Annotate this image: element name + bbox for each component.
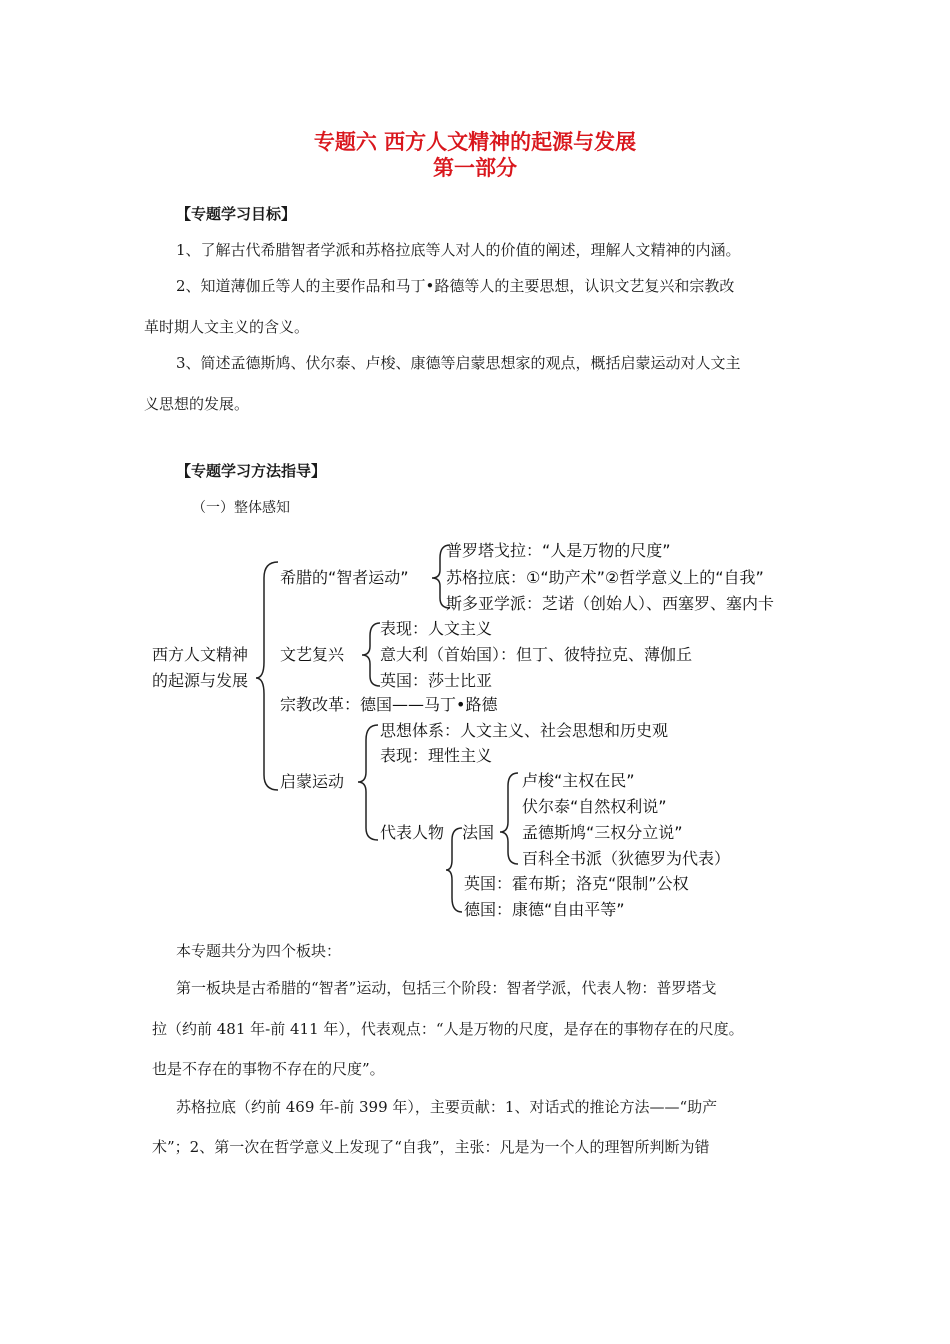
body-line: 拉（约前 481 年-前 411 年），代表观点：“人是万物的尺度，是存在的事物存在的尺度。 [152,1020,744,1038]
france-item: 孟德斯鸠“三权分立说” [522,823,683,842]
goal-line: 2、知道薄伽丘等人的主要作品和马丁•路德等人的主要思想，认识文艺复兴和宗教改 [176,277,735,295]
root-brace [256,562,278,790]
england-item: 英国：霍布斯；洛克“限制”公权 [464,874,689,893]
enlightenment-label: 启蒙运动 [280,772,345,791]
enlightenment-item: 思想体系：人文主义、社会思想和历史观 [380,721,669,740]
figures-label: 代表人物 [380,823,445,842]
greece-item: 普罗塔戈拉：“人是万物的尺度” [446,541,671,560]
figures-brace [446,828,462,912]
goals-heading: 【专题学习目标】 [176,205,297,223]
goal-line: 3、简述孟德斯鸠、伏尔泰、卢梭、康德等启蒙思想家的观点，概括启蒙运动对人文主 [176,354,741,372]
enlightenment-brace [358,725,378,840]
diagram-root-line: 西方人文精神 [152,645,249,664]
diagram-root-line: 的起源与发展 [152,671,249,690]
reformation-label: 宗教改革：德国——马丁•路德 [280,695,498,714]
goal-line: 义思想的发展。 [144,395,250,413]
page-subtitle: 第一部分 [433,156,517,180]
renaissance-item: 英国：莎士比亚 [380,671,493,690]
body-line: 苏格拉底（约前 469 年-前 399 年），主要贡献：1、对话式的推论方法——“助产 [176,1098,718,1116]
methods-heading: 【专题学习方法指导】 [176,462,327,480]
germany-item: 德国：康德“自由平等” [464,900,625,919]
enlightenment-item: 表现：理性主义 [380,746,493,765]
renaissance-brace [362,623,380,686]
body-line: 第一板块是古希腊的“智者”运动，包括三个阶段：智者学派，代表人物：普罗塔戈 [176,979,717,997]
greece-label: 希腊的“智者运动” [280,568,409,587]
body-line: 术”；2、第一次在哲学意义上发现了“自我”，主张：凡是为一个人的理智所判断为错 [152,1138,710,1156]
france-item: 卢梭“主权在民” [522,771,635,790]
page-title: 专题六 西方人文精神的起源与发展 [313,130,637,154]
goal-line: 革时期人文主义的含义。 [144,318,310,336]
france-brace [500,773,518,864]
renaissance-item: 意大利（首始国）：但丁、彼特拉克、薄伽丘 [380,645,693,664]
goal-line: 1、了解古代希腊智者学派和苏格拉底等人对人的价值的阐述，理解人文精神的内涵。 [176,241,741,259]
france-label: 法国 [462,823,495,842]
france-item: 百科全书派（狄德罗为代表） [522,849,731,868]
body-line: 本专题共分为四个板块： [176,942,342,960]
methods-subheading: （一）整体感知 [192,500,290,516]
greece-item: 斯多亚学派：芝诺（创始人）、西塞罗、塞内卡 [446,594,775,613]
france-item: 伏尔泰“自然权利说” [522,797,667,816]
body-line: 也是不存在的事物不存在的尺度”。 [152,1060,385,1078]
renaissance-label: 文艺复兴 [280,645,345,664]
renaissance-item: 表现：人文主义 [380,619,493,638]
greece-item: 苏格拉底：①“助产术”②哲学意义上的“自我” [446,568,764,587]
